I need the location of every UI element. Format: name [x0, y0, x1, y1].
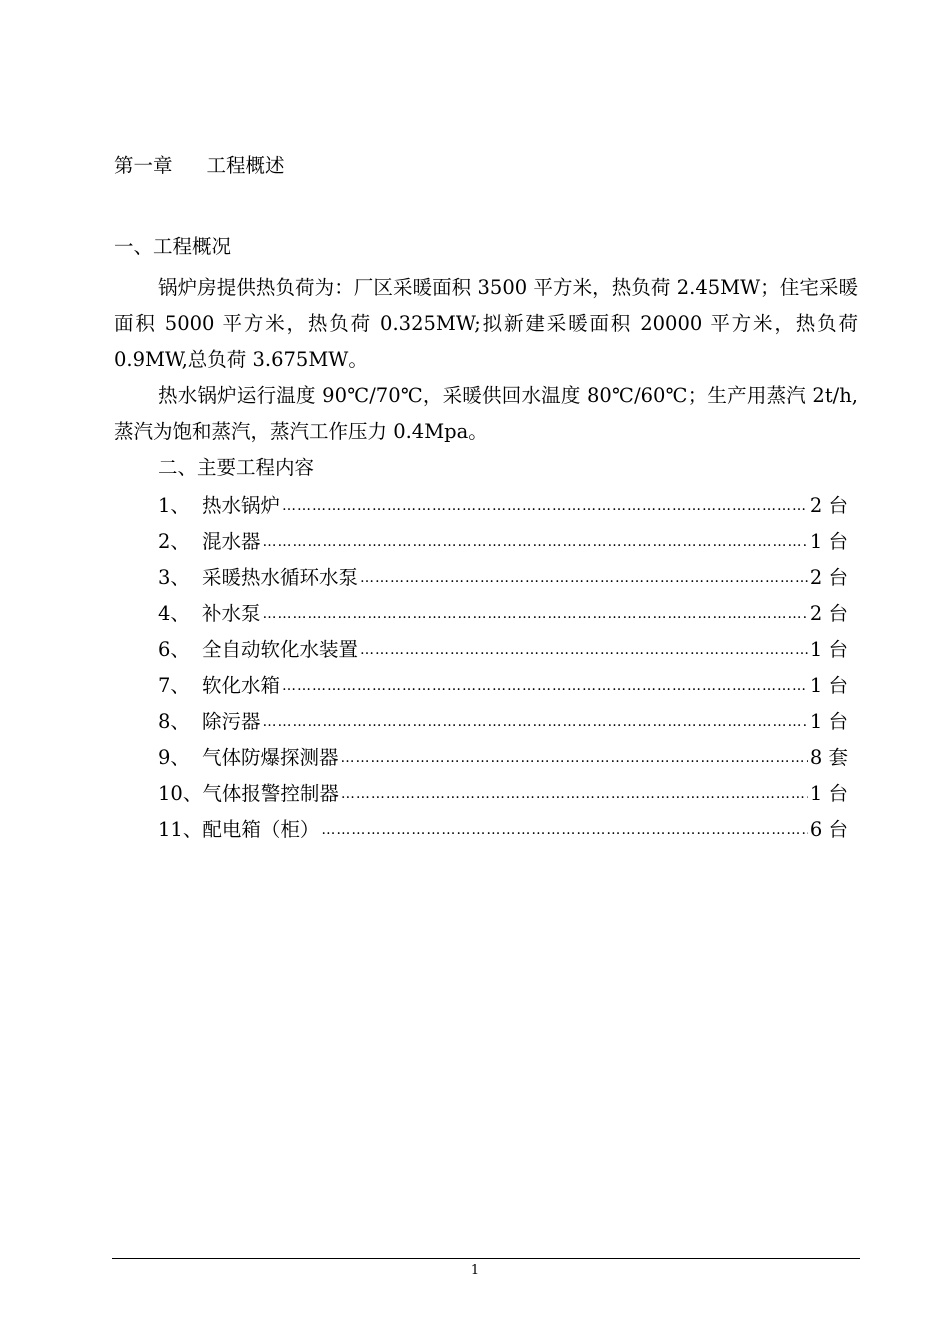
- leader-dots: [263, 596, 808, 632]
- leader-dots: [341, 740, 808, 776]
- item-name: 混水器: [202, 530, 261, 553]
- list-item: [158, 704, 848, 740]
- section-heading-main-works: 二、主要工程内容: [158, 456, 315, 479]
- equipment-list: [158, 488, 848, 848]
- item-name: 气体报警控制器: [202, 782, 339, 805]
- paragraph-heat-load: 锅炉房提供热负荷为：厂区采暖面积 3500 平方米，热负荷 2.45MW；住宅采暖面积 5000 平方米，热负荷 0.325MW;拟新建采暖面积 20000 平方米，热负荷 0.9MW,总负荷 3.675MW。: [114, 276, 858, 371]
- list-item: [158, 740, 848, 776]
- leader-dots: [282, 668, 808, 704]
- item-quantity: 1 台: [809, 782, 848, 805]
- item-quantity: 1 台: [809, 674, 848, 697]
- item-quantity: 2 台: [809, 602, 848, 625]
- list-item: [158, 632, 848, 668]
- chapter-number: 第一章: [114, 154, 173, 177]
- chapter-title: 工程概述: [206, 154, 285, 177]
- item-name: 气体防爆探测器: [202, 746, 339, 769]
- chapter-heading: [114, 153, 285, 179]
- item-number: 9、: [158, 746, 190, 769]
- item-name: 软化水箱: [202, 674, 281, 697]
- list-item: [158, 524, 848, 560]
- item-number: 7、: [158, 674, 190, 697]
- item-quantity: 2 台: [809, 494, 848, 517]
- item-quantity: 1 台: [809, 530, 848, 553]
- item-name: 配电箱（柜）: [202, 818, 320, 841]
- item-number: 3、: [158, 566, 190, 589]
- paragraph-operating-conditions: 热水锅炉运行温度 90℃/70℃，采暖供回水温度 80℃/60℃；生产用蒸汽 2t/h,蒸汽为饱和蒸汽，蒸汽工作压力 0.4Mpa。: [114, 384, 858, 443]
- footer-divider: [112, 1258, 860, 1259]
- item-quantity: 2 台: [809, 566, 848, 589]
- leader-dots: [263, 704, 808, 740]
- item-number: 11、: [158, 818, 203, 841]
- list-item: [158, 668, 848, 704]
- item-quantity: 1 台: [809, 710, 848, 733]
- item-name: 采暖热水循环水泵: [202, 566, 359, 589]
- item-number: 2、: [158, 530, 190, 553]
- page-number: 1: [470, 1263, 480, 1278]
- leader-dots: [321, 812, 808, 848]
- leader-dots: [341, 776, 808, 812]
- list-item: [158, 488, 848, 524]
- item-number: 6、: [158, 638, 190, 661]
- list-item: [158, 812, 848, 848]
- item-quantity: 1 台: [809, 638, 848, 661]
- list-item: [158, 560, 848, 596]
- leader-dots: [282, 488, 808, 524]
- leader-dots: [360, 632, 808, 668]
- leader-dots: [263, 524, 808, 560]
- item-number: 8、: [158, 710, 190, 733]
- section-heading-overview: 一、工程概况: [114, 235, 232, 258]
- item-number: 1、: [158, 494, 190, 517]
- item-name: 补水泵: [202, 602, 261, 625]
- list-item: [158, 596, 848, 632]
- list-item: [158, 776, 848, 812]
- item-name: 热水锅炉: [202, 494, 281, 517]
- item-name: 除污器: [202, 710, 261, 733]
- item-quantity: 6 台: [809, 818, 848, 841]
- leader-dots: [360, 560, 808, 596]
- item-quantity: 8 套: [809, 746, 848, 769]
- item-name: 全自动软化水装置: [202, 638, 359, 661]
- item-number: 10、: [158, 782, 203, 805]
- item-number: 4、: [158, 602, 190, 625]
